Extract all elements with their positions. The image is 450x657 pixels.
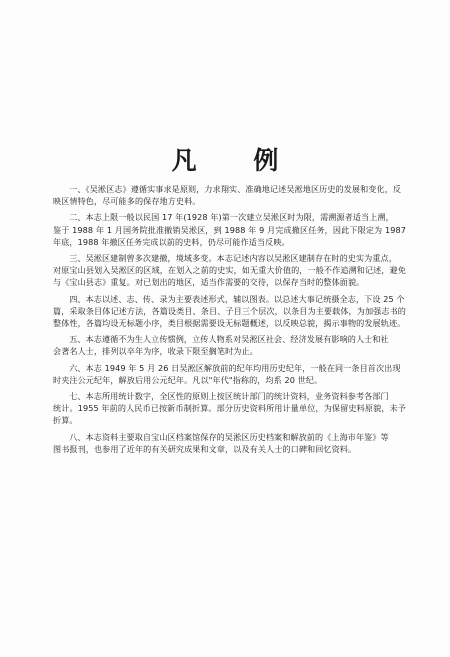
paragraph-4-first-line: 四、本志以述、志、传、录为主要表述形式，辅以图表。以总述大事记统摄全志，下设 25 个: [69, 293, 405, 304]
paragraph-8-first-line: 八、本志资料主要取自宝山区档案馆保存的吴淞区历史档案和解放前的《上海市年鉴》等: [69, 431, 389, 442]
paragraph-1-rest: 映区情特色，尽可能多的保存地方史料。: [53, 196, 201, 207]
paragraph-5: [53, 333, 406, 357]
paragraph-4-rest: 篇，采取条目体记述方法，各篇设类目、条目、子目三个层次，以条目为主要载体，为加强志书的整体性，各篇均设无标题小序，类目根据需要设无标题概述，以反映总貌，揭示事物的发展轨迹。: [53, 305, 406, 329]
paragraph-5-first-line: 五、本志遵循不为生人立传惯例，立传人物系对吴淞区社会、经济发展有影响的人士和社: [69, 334, 389, 345]
paragraph-1: [53, 183, 406, 207]
paragraph-3-rest: 对原宝山县划入吴淞区的区域，在划入之前的史实，如无重大价值的，一般不作追溯和记述，避免与《宝山县志》重复。对已划出的地区，适当作需要的交待，以保存当时的整体面貌。: [53, 265, 406, 288]
paragraph-6-first-line: 六、本志 1949 年 5 月 26 日吴淞区解放前的纪年均用历史纪年，一般在同一条目首次出现: [69, 362, 401, 373]
paragraph-5-rest: 会著名人士，排列以卒年为序，收录下限至搁笔时为止。: [53, 346, 258, 357]
paragraph-6: [53, 362, 406, 386]
paragraph-2: [53, 211, 406, 248]
paragraph-8-rest: 图书报刊，也参用了近年的有关研究成果和文章，以及有关人士的口碑和回忆资料。: [53, 443, 357, 454]
paragraph-3: [53, 252, 406, 289]
paragraph-3-first-line: 三、吴淞区建制曾多次建撤，境域多变。本志记述内容以吴淞区建制存在时的史实为重点，: [69, 253, 397, 264]
document-body: [53, 183, 406, 459]
paragraph-1-first-line: 一、《吴淞区志》遵循实事求是原则，力求翔实、准确地记述吴淞地区历史的发展和变化，反: [69, 184, 402, 194]
paragraph-7: [53, 390, 406, 427]
paragraph-2-first-line: 二、本志上限一般以民国 17 年(1928 年)第一次建立吴淞区时为限，需溯源者适当上溯，: [69, 212, 394, 223]
paragraph-2-rest: 鉴于 1988 年 1 月国务院批准撤销吴淞区，到 1988 年 9 月完成撤区任务，因此下限定为 1987 年底，1988 年撤区任务完成以前的史料，仍尽可能作适当反映。: [53, 224, 406, 247]
page-title: 凡 例: [171, 146, 303, 175]
paragraph-6-rest: 时夹注公元纪年，解放后用公元纪年。凡以"年代"指称的，均系 20 世纪。: [53, 374, 323, 385]
paragraph-7-first-line: 七、本志所用统计数字，全区性的原则上按区统计部门的统计资料，业务资料参考各部门: [69, 391, 389, 402]
paragraph-4: [53, 293, 406, 330]
paragraph-8: [53, 431, 406, 455]
paragraph-7-rest: 统计。1955 年前的人民币已按新币制折算。部分历史资料所用计量单位，为保留史料原貌，未予折算。: [53, 403, 406, 426]
